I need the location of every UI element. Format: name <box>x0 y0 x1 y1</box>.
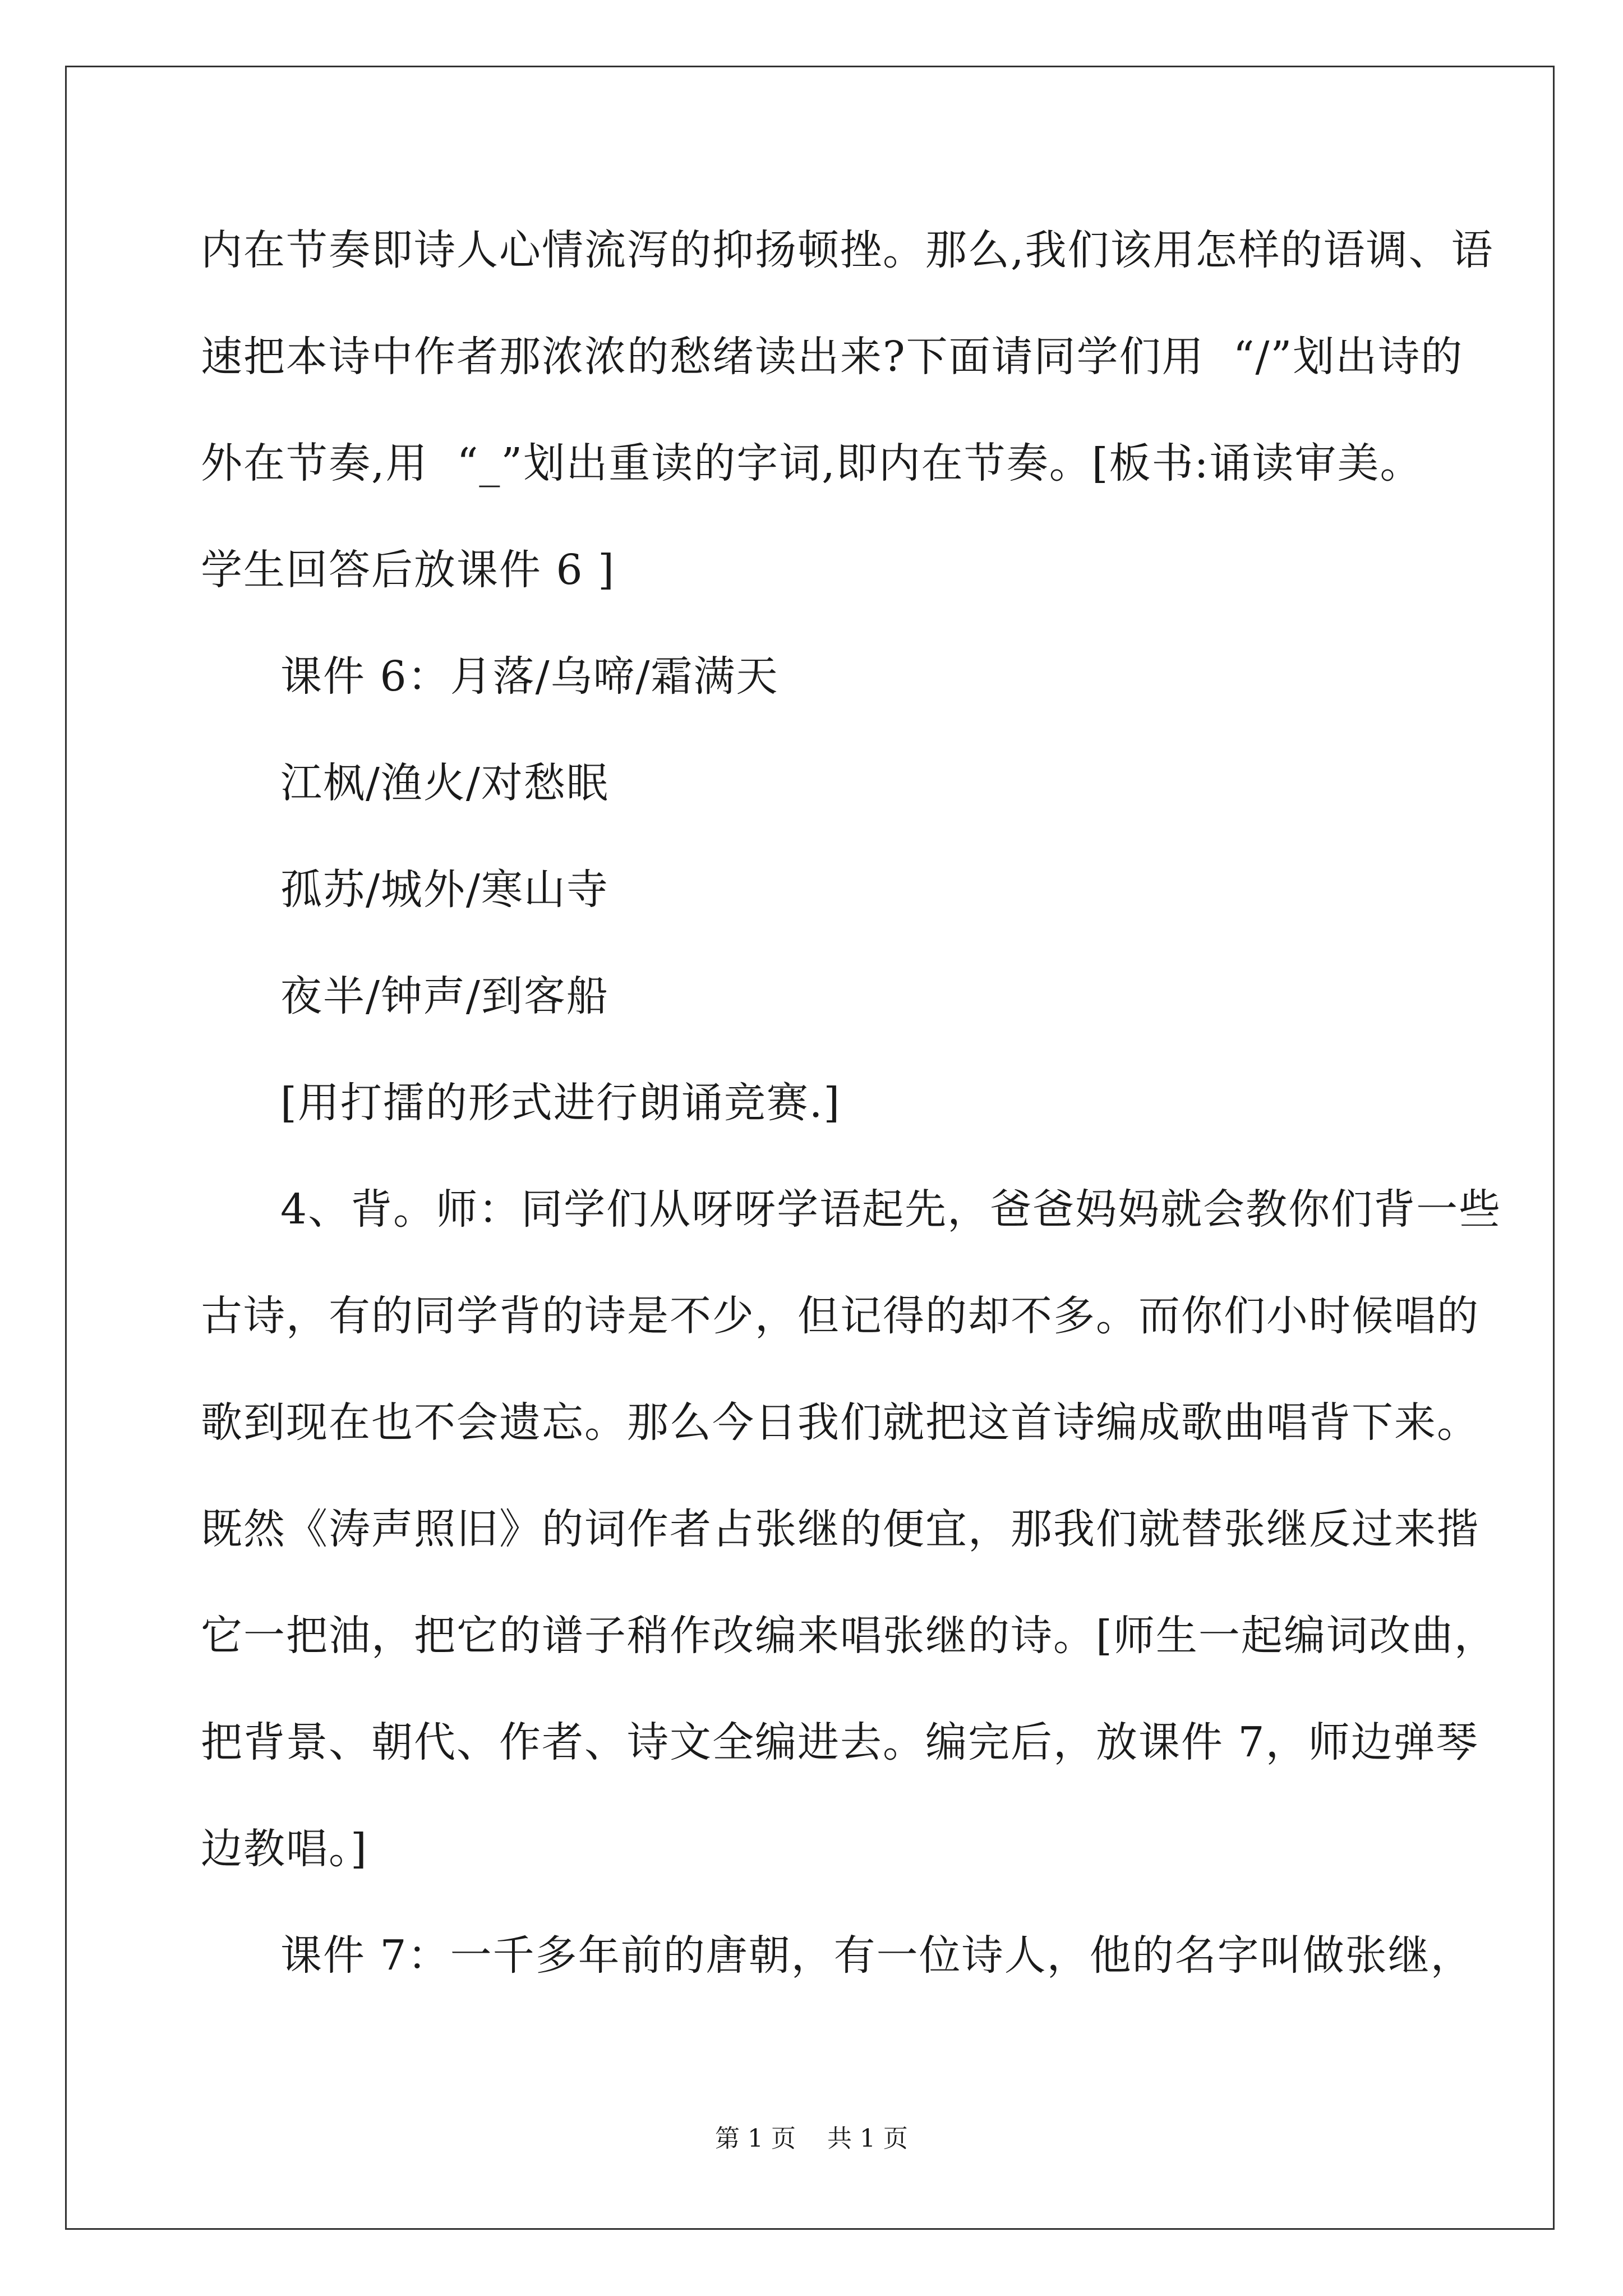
text-line: 既然《涛声照旧》的词作者占张继的便宜，那我们就替张继反过来揩 <box>201 1505 1479 1553</box>
text-line: 古诗，有的同学背的诗是不少，但记得的却不多。而你们小时候唱的 <box>201 1292 1479 1340</box>
text-line: 课件 7：一千多年前的唐朝，有一位诗人，他的名字叫做张继， <box>280 1931 1473 1980</box>
text-line: 学生回答后放课件 6 ] <box>201 546 615 594</box>
text-line: 江枫/渔火/对愁眠 <box>280 759 609 807</box>
text-line: [用打擂的形式进行朗诵竞赛.] <box>280 1079 841 1127</box>
text-line: 外在节奏,用 “_”划出重读的字词,即内在节奏。[板书:诵读审美。 <box>201 439 1423 487</box>
text-line: 把背景、朝代、作者、诗文全编进去。编完后，放课件 7，师边弹琴 <box>201 1718 1479 1766</box>
text-line: 它一把油，把它的谱子稍作改编来唱张继的诗。[师生一起编词改曲， <box>201 1612 1497 1660</box>
page-number: 第 1 页 共 1 页 <box>715 2124 908 2153</box>
text-line: 速把本诗中作者那浓浓的愁绪读出来?下面请同学们用 “/”划出诗的 <box>201 333 1464 381</box>
page-border <box>65 66 1555 2230</box>
text-line: 边教唱。] <box>201 1825 368 1873</box>
text-line: 课件 6：月落/乌啼/霜满天 <box>280 652 779 701</box>
text-line: 歌到现在也不会遗忘。那么今日我们就把这首诗编成歌曲唱背下来。 <box>201 1398 1479 1447</box>
text-line: 夜半/钟声/到客船 <box>280 972 609 1020</box>
text-line: 孤苏/城外/寒山寺 <box>280 866 609 914</box>
text-line: 4、背。师：同学们从呀呀学语起先，爸爸妈妈就会教你们背一些 <box>280 1185 1502 1234</box>
text-line: 内在节奏即诗人心情流泻的抑扬顿挫。那么,我们该用怎样的语调、语 <box>201 226 1494 274</box>
